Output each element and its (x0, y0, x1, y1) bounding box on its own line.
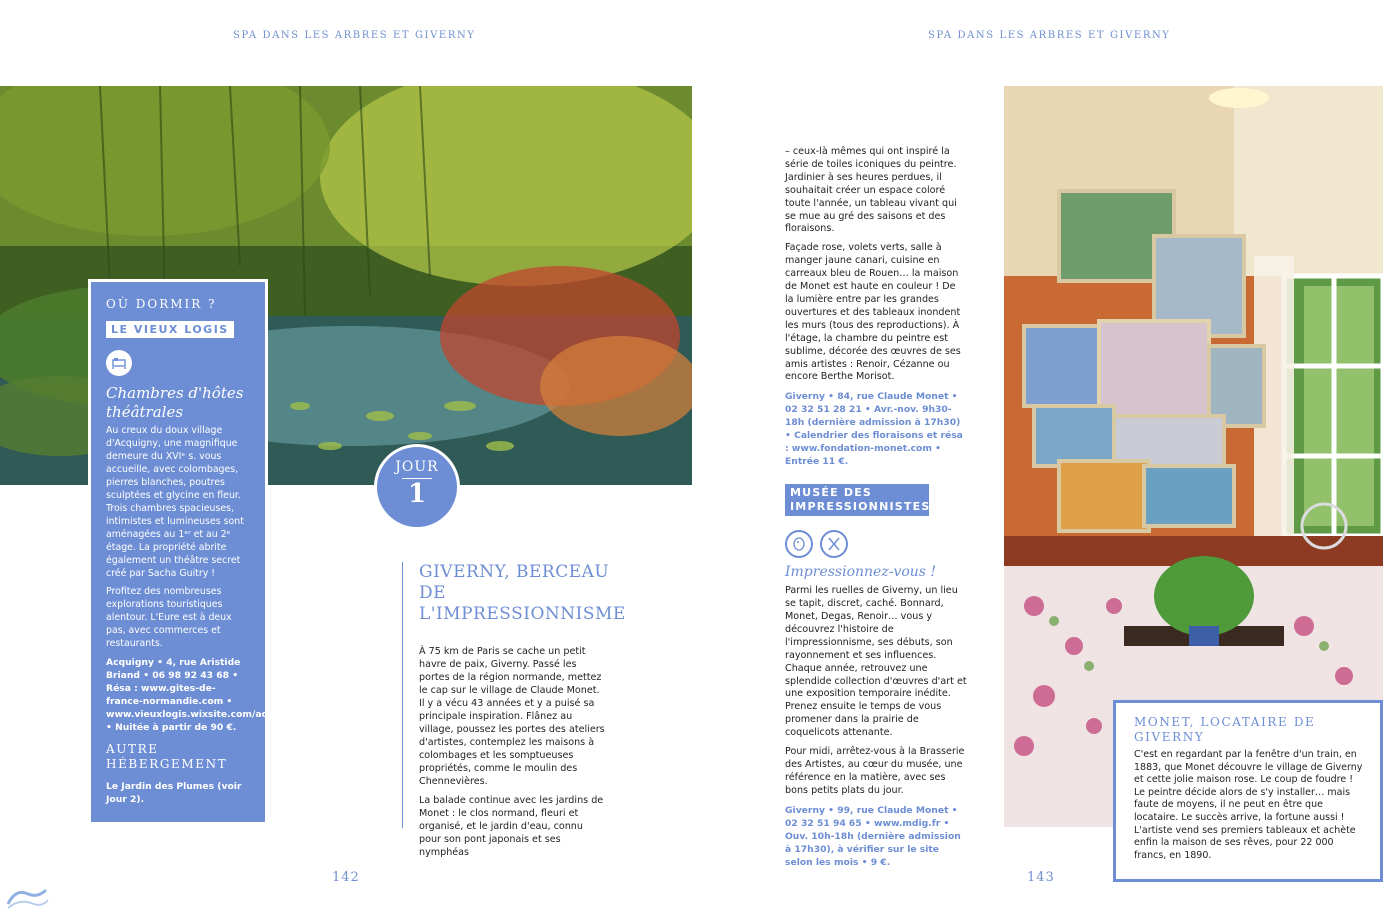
monet-box-text: C'est en regardant par la fenêtre d'un train, en 1883, que Monet découvre le village de Giverny et cette jolie maison rose. Le coup de foudre ! Le peintre décide alors de s'y installer… mais faute de moyens, il ne peut en être que locataire. Le succès arrive, la fortune aussi ! L'artiste vend ses premiers tableaux et achète enfin la maison de ses rêves, pour 22 000 francs, en 1890. (1134, 749, 1363, 861)
running-head-right: SPA DANS LES ARBRES ET GIVERNY (928, 30, 1171, 41)
article-body (419, 645, 605, 859)
right-paragraph-1: – ceux-là mêmes qui ont inspiré la série de toiles iconiques du peintre. Jardinier à ses heures perdues, il souhaitait créer un espace coloré toute l'année, un tableau vivant qui se mue au gré des saisons et des floraisons. (785, 146, 957, 235)
monet-house-info: Giverny • 84, rue Claude Monet • 02 32 51 28 21 • Avr.-nov. 9h30-18h (dernière admission à 17h30) • Calendrier des floraisons et résa : www.fondation-monet.com • Entrée 11 €. (785, 391, 963, 468)
accommodation-sidebar (88, 279, 303, 825)
sidebar-paragraph-1: Au creux du doux village d'Acquigny, une magnifique demeure du XVIᵉ s. vous accueille, avec colombages, pierres blanches, poutres sculptées et glycine en fleur. Trois chambres spacieuses, intimistes et lumineuses sont aménagées au 1ᵉʳ et au 2ᵉ étage. La propriété abrite également un théâtre secret créé par Sacha Guitry ! (106, 425, 244, 579)
article-paragraph-2: La balade continue avec les jardins de Monet : le clos normand, fleuri et organisé, et le jardin d'eau, connu pour son pont japonais et ses nymphéas (419, 795, 604, 858)
article-paragraph-1: À 75 km de Paris se cache un petit havre de paix, Giverny. Passé les portes de la région normande, mettez le cap sur le village de Claude Monet. Il y a vécu 43 années et y a puisé sa principale inspiration. Flânez au village, poussez les portes des ateliers d'artistes, contemplez les maisons à colombages et les somptueuses propriétés, comme le moulin des Chennevières. (419, 646, 605, 787)
sidebar-heading-other: AUTRE HÉBERGEMENT (106, 742, 228, 771)
article-continued (785, 146, 967, 869)
day-badge (374, 444, 460, 530)
sidebar-paragraph-2: Profitez des nombreuses explorations touristiques alentour. L'Eure est à deux pas, avec commerces et restaurants. (106, 586, 232, 649)
museum-script-title: Impressionnez-vous ! (785, 564, 937, 581)
page-number-left: 142 (332, 870, 360, 885)
museum-icons (785, 530, 967, 558)
monet-tenant-box (1113, 700, 1383, 882)
bed-icon (106, 350, 132, 376)
sidebar-contact-info: Acquigny • 4, rue Aristide Briand • 06 98 92 43 68 • Résa : www.gites-de-france-normandie.com • www.vieuxlogis.wixsite.com/acquigny • Nuitée à partir de 90 €. (106, 657, 303, 733)
museum-tag: MUSÉE DES IMPRESSIONNISTES (785, 484, 929, 516)
right-paragraph-3: Parmi les ruelles de Giverny, un lieu se tapit, discret, caché. Bonnard, Monet, Degas, Renoir… vous y découvrez l'histoire de l'impressionnisme, ses débuts, son rayonnement et ses influences. Chaque année, retrouvez une splendide collection d'œuvres d'art et une exposition temporaire inédite. Prenez ensuite le temps de vous promener dans la prairie de coquelicots attenante. (785, 585, 967, 739)
day-label: JOUR (395, 459, 439, 475)
sidebar-kicker: OÙ DORMIR ? (106, 297, 217, 311)
museum-info: Giverny • 99, rue Claude Monet • 02 32 51 94 65 • www.mdig.fr • Ouv. 10h-18h (dernière admission à 17h30), à vérifier sur le site selon les mois • 9 €. (785, 804, 961, 868)
article-giverny (402, 562, 626, 858)
page-number-right: 143 (1027, 870, 1055, 885)
palette-icon (785, 530, 813, 558)
fork-knife-icon (820, 530, 848, 558)
monet-box-title: MONET, LOCATAIRE DE GIVERNY (1134, 715, 1316, 744)
sidebar-hotel-name: LE VIEUX LOGIS (106, 321, 234, 338)
sidebar-script-title: Chambres d'hôtes théâtrales (106, 384, 244, 421)
day-number: 1 (407, 479, 427, 509)
sidebar-other-info: Le Jardin des Plumes (voir Jour 2). (106, 781, 242, 805)
article-title: GIVERNY, BERCEAU DE L'IMPRESSIONNISME (419, 562, 626, 624)
running-head-left: SPA DANS LES ARBRES ET GIVERNY (233, 30, 476, 41)
sidebar-text (106, 424, 250, 650)
right-paragraph-4: Pour midi, arrêtez-vous à la Brasserie des Artistes, au cœur du musée, une référence en la matière, avec ses bons petits plats du jour. (785, 746, 965, 796)
right-paragraph-2: Façade rose, volets verts, salle à manger jaune canari, cuisine en carreaux bleu de Rouen… la maison de Monet est haute en couleur ! De la lumière entre par les grandes ouvertures et des tableaux inondent les murs (tous des reproductions). À l'étage, la chambre du peintre est sublime, décorée des œuvres de ses amis artistes : Renoir, Cézanne ou encore Berthe Morisot. (785, 242, 961, 383)
librairie-logo (4, 884, 50, 912)
